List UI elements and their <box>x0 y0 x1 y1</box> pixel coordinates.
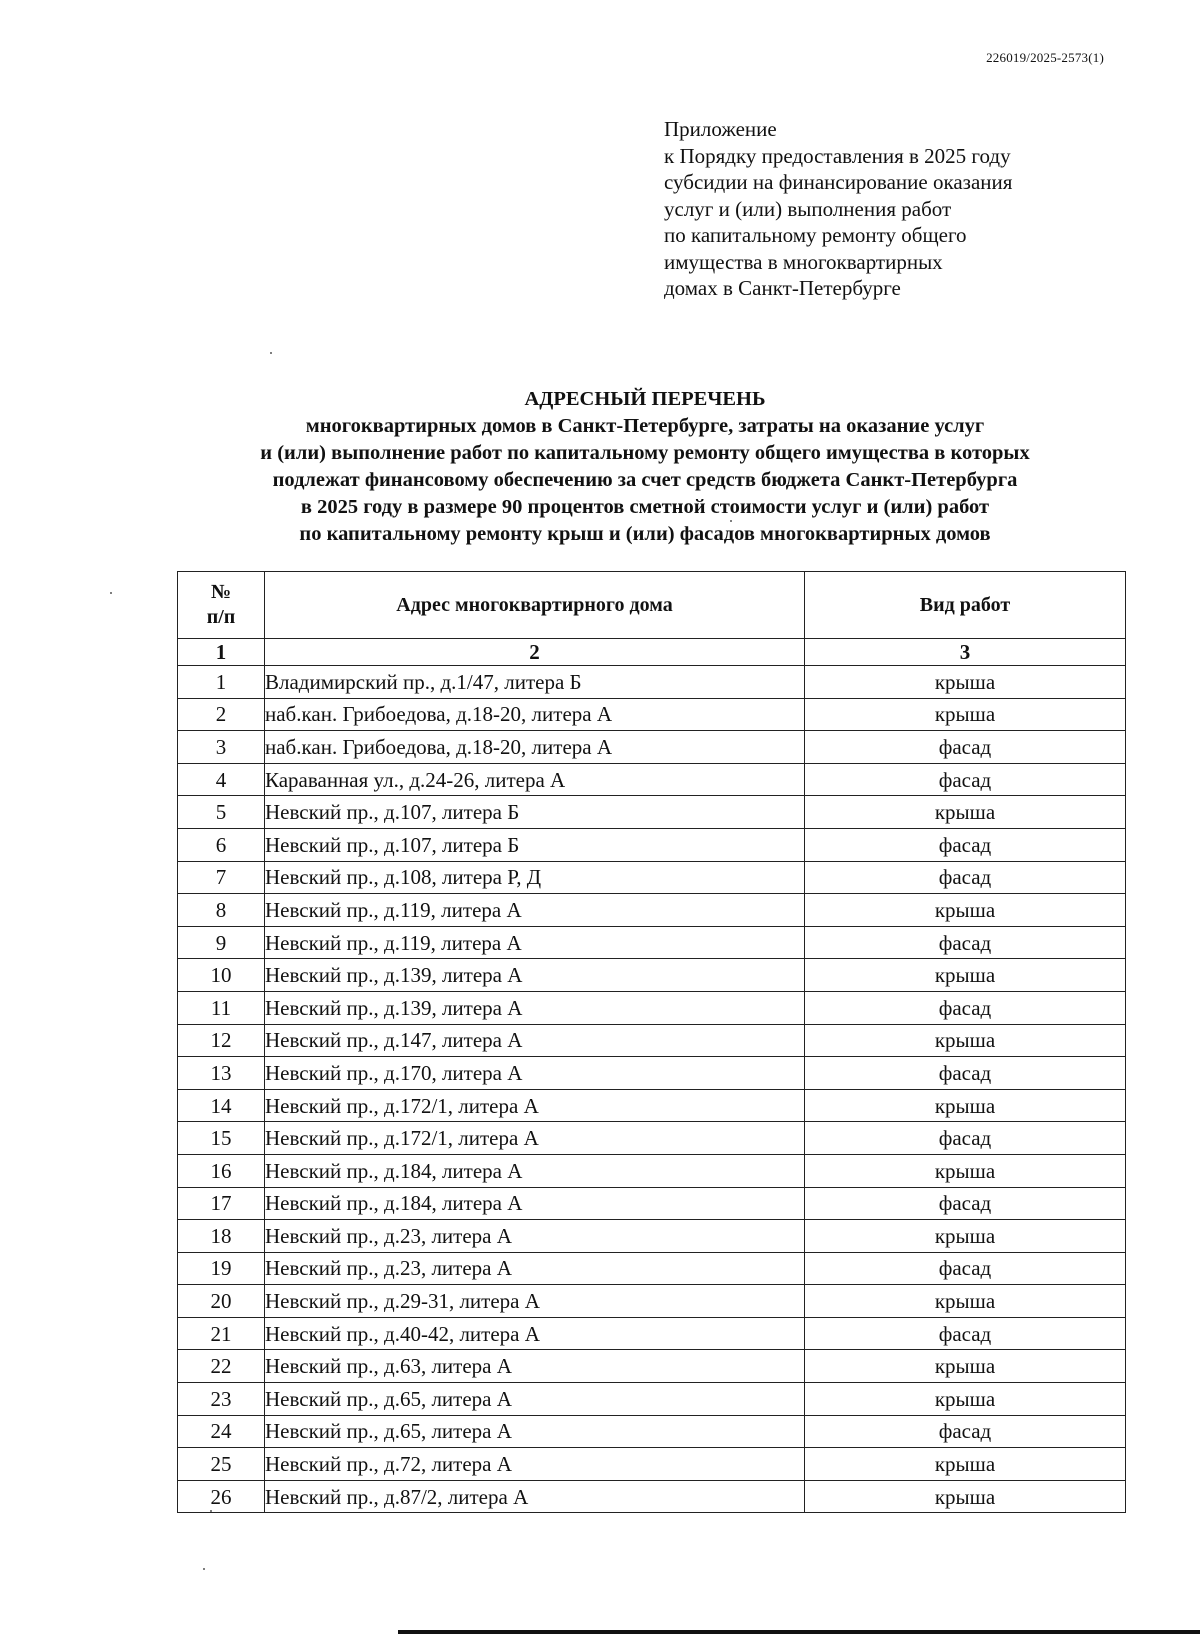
table-row <box>178 1415 1126 1448</box>
table-row <box>178 1350 1126 1383</box>
header-num-line1: № <box>210 581 232 603</box>
row-number: 15 <box>178 1122 265 1155</box>
row-number: 18 <box>178 1220 265 1253</box>
annex-line: к Порядку предоставления в 2025 году <box>664 143 1011 168</box>
table-row <box>178 1252 1126 1285</box>
table-row <box>178 1480 1126 1513</box>
table-row <box>178 926 1126 959</box>
annex-line: по капитальному ремонту общего <box>664 223 967 247</box>
row-number: 19 <box>178 1252 265 1285</box>
table-row <box>178 763 1126 796</box>
row-address: Невский пр., д.119, литера А <box>265 926 805 959</box>
row-work-type: фасад <box>805 1415 1126 1448</box>
row-number: 20 <box>178 1285 265 1318</box>
row-number: 13 <box>178 1057 265 1090</box>
row-work-type: крыша <box>805 1285 1126 1318</box>
row-address: Невский пр., д.184, литера А <box>265 1187 805 1220</box>
row-address: Невский пр., д.63, литера А <box>265 1350 805 1383</box>
column-number-row <box>178 639 1126 666</box>
row-number: 8 <box>178 894 265 927</box>
row-number: 17 <box>178 1187 265 1220</box>
annex-line: субсидии на финансирование оказания <box>664 170 1013 194</box>
row-address: Невский пр., д.147, литера А <box>265 1024 805 1057</box>
row-work-type: крыша <box>805 1024 1126 1057</box>
heading-line: подлежат финансовому обеспечению за счет средств бюджета Санкт-Петербурга <box>272 469 1018 491</box>
heading-line: в 2025 году в размере 90 процентов сметной стоимости услуг и (или) работ <box>300 496 990 518</box>
table-row <box>178 1187 1126 1220</box>
row-work-type: крыша <box>805 894 1126 927</box>
table-row <box>178 1383 1126 1416</box>
table-row <box>178 698 1126 731</box>
table-row <box>178 894 1126 927</box>
table-row <box>178 1317 1126 1350</box>
table-row <box>178 1220 1126 1253</box>
row-number: 1 <box>178 666 265 699</box>
row-work-type: фасад <box>805 763 1126 796</box>
row-work-type: крыша <box>805 698 1126 731</box>
row-number: 22 <box>178 1350 265 1383</box>
row-work-type: крыша <box>805 1089 1126 1122</box>
row-address: Владимирский пр., д.1/47, литера Б <box>265 666 805 699</box>
row-number: 24 <box>178 1415 265 1448</box>
row-number: 6 <box>178 828 265 861</box>
table-row <box>178 1024 1126 1057</box>
row-work-type: крыша <box>805 1350 1126 1383</box>
table-row <box>178 1089 1126 1122</box>
row-address: Невский пр., д.65, литера А <box>265 1383 805 1416</box>
row-address: Невский пр., д.139, литера А <box>265 991 805 1024</box>
row-number: 21 <box>178 1317 265 1350</box>
scan-speck <box>270 352 272 354</box>
row-work-type: фасад <box>805 861 1126 894</box>
annex-line: домах в Санкт-Петербурге <box>664 276 901 300</box>
table-row <box>178 1448 1126 1481</box>
header-work-type: Вид работ <box>805 572 1126 639</box>
row-number: 9 <box>178 926 265 959</box>
row-address: Невский пр., д.139, литера А <box>265 959 805 992</box>
row-number: 2 <box>178 698 265 731</box>
scan-speck <box>210 1510 212 1512</box>
row-address: Невский пр., д.108, литера Р, Д <box>265 861 805 894</box>
column-number: 2 <box>265 639 805 666</box>
row-work-type: крыша <box>805 1480 1126 1513</box>
table-row <box>178 1122 1126 1155</box>
row-address: Невский пр., д.40-42, литера А <box>265 1317 805 1350</box>
heading-line: по капитальному ремонту крыш и (или) фасадов многоквартирных домов <box>299 523 991 545</box>
column-number: 3 <box>805 639 1126 666</box>
annex-line: имущества в многоквартирных <box>664 249 943 274</box>
row-work-type: крыша <box>805 666 1126 699</box>
row-address: наб.кан. Грибоедова, д.18-20, литера А <box>265 698 805 731</box>
row-number: 14 <box>178 1089 265 1122</box>
row-number: 23 <box>178 1383 265 1416</box>
table-row <box>178 861 1126 894</box>
row-number: 11 <box>178 991 265 1024</box>
scan-speck <box>730 520 732 522</box>
row-work-type: крыша <box>805 1220 1126 1253</box>
scan-speck <box>203 1568 205 1570</box>
row-number: 7 <box>178 861 265 894</box>
annex-block <box>664 116 1134 302</box>
heading-line: многоквартирных домов в Санкт-Петербурге, затраты на оказание услуг <box>305 415 985 437</box>
row-address: Невский пр., д.107, литера Б <box>265 796 805 829</box>
table-row <box>178 1154 1126 1187</box>
table-row <box>178 1057 1126 1090</box>
row-work-type: крыша <box>805 796 1126 829</box>
table-row <box>178 1285 1126 1318</box>
row-address: Невский пр., д.87/2, литера А <box>265 1480 805 1513</box>
heading-title: АДРЕСНЫЙ ПЕРЕЧЕНЬ <box>524 388 766 410</box>
row-work-type: крыша <box>805 1448 1126 1481</box>
row-address: Невский пр., д.23, литера А <box>265 1252 805 1285</box>
row-work-type: крыша <box>805 959 1126 992</box>
row-work-type: фасад <box>805 1252 1126 1285</box>
row-work-type: крыша <box>805 1154 1126 1187</box>
row-work-type: фасад <box>805 991 1126 1024</box>
row-number: 3 <box>178 731 265 764</box>
row-number: 26 <box>178 1480 265 1513</box>
table-row <box>178 991 1126 1024</box>
row-number: 4 <box>178 763 265 796</box>
row-address: наб.кан. Грибоедова, д.18-20, литера А <box>265 731 805 764</box>
row-work-type: фасад <box>805 926 1126 959</box>
row-address: Невский пр., д.172/1, литера А <box>265 1089 805 1122</box>
row-address: Невский пр., д.184, литера А <box>265 1154 805 1187</box>
row-work-type: фасад <box>805 1057 1126 1090</box>
row-address: Караванная ул., д.24-26, литера А <box>265 763 805 796</box>
row-address: Невский пр., д.119, литера А <box>265 894 805 927</box>
row-address: Невский пр., д.65, литера А <box>265 1415 805 1448</box>
scan-speck <box>110 592 112 594</box>
table-row <box>178 666 1126 699</box>
column-number: 1 <box>178 639 265 666</box>
annex-line: Приложение <box>664 117 777 141</box>
address-table <box>177 571 1126 1513</box>
row-number: 10 <box>178 959 265 992</box>
table-row <box>178 959 1126 992</box>
annex-line: услуг и (или) выполнения работ <box>664 196 952 221</box>
row-work-type: фасад <box>805 731 1126 764</box>
heading-line: и (или) выполнение работ по капитальному ремонту общего имущества в которых <box>260 442 1030 464</box>
row-address: Невский пр., д.107, литера Б <box>265 828 805 861</box>
document-id: 226019/2025-2573(1) <box>986 50 1104 65</box>
row-number: 16 <box>178 1154 265 1187</box>
row-work-type: фасад <box>805 1122 1126 1155</box>
row-number: 12 <box>178 1024 265 1057</box>
table-row <box>178 731 1126 764</box>
row-work-type: фасад <box>805 1317 1126 1350</box>
row-number: 25 <box>178 1448 265 1481</box>
row-address: Невский пр., д.23, литера А <box>265 1220 805 1253</box>
table-row <box>178 796 1126 829</box>
row-address: Невский пр., д.172/1, литера А <box>265 1122 805 1155</box>
row-address: Невский пр., д.29-31, литера А <box>265 1285 805 1318</box>
table-header-row <box>178 572 1126 639</box>
row-address: Невский пр., д.72, литера А <box>265 1448 805 1481</box>
header-num-line2: п/п <box>206 606 236 628</box>
row-address: Невский пр., д.170, литера А <box>265 1057 805 1090</box>
scan-edge-line <box>398 1630 1200 1634</box>
row-work-type: фасад <box>805 828 1126 861</box>
row-work-type: фасад <box>805 1187 1126 1220</box>
row-number: 5 <box>178 796 265 829</box>
header-num <box>178 572 265 639</box>
header-address: Адрес многоквартирного дома <box>265 572 805 639</box>
table-row <box>178 828 1126 861</box>
document-heading <box>170 386 1120 548</box>
row-work-type: крыша <box>805 1383 1126 1416</box>
